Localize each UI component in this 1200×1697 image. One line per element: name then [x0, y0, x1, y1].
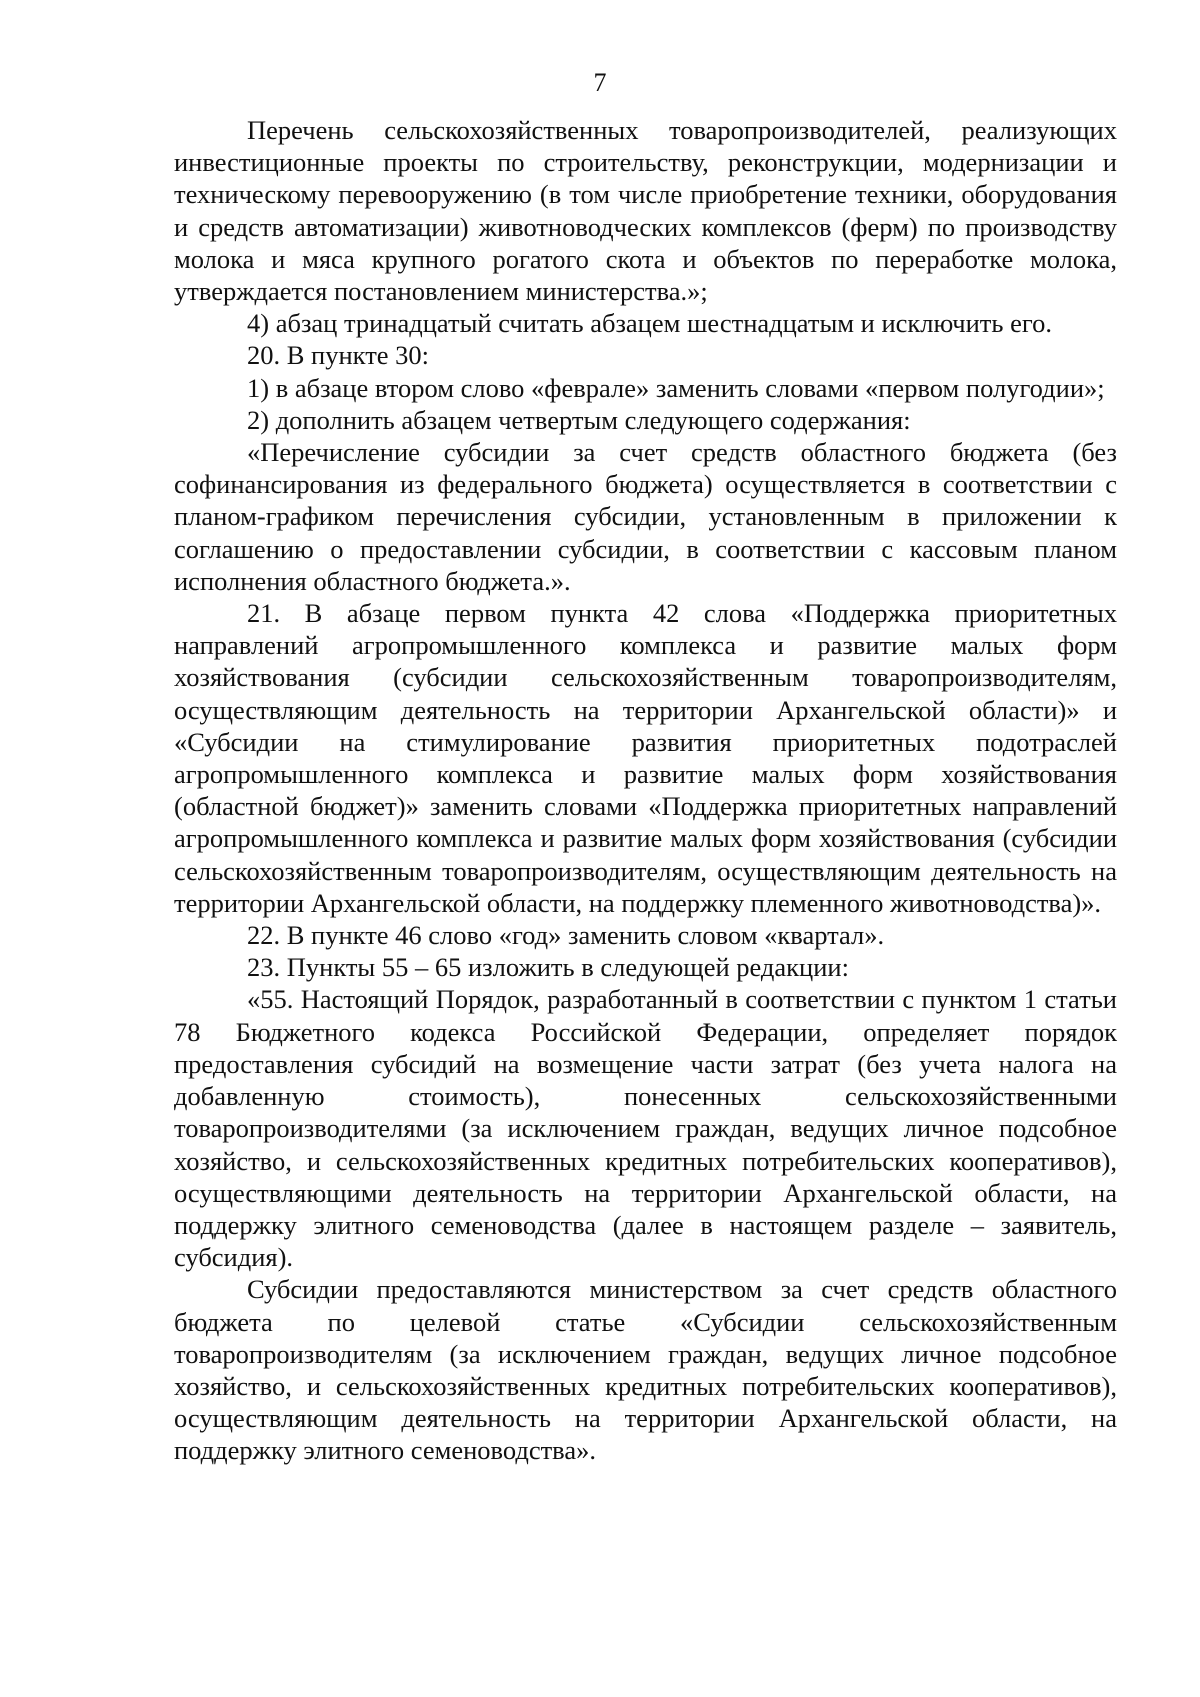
paragraph-clause-20: 20. В пункте 30:	[247, 340, 430, 371]
paragraph-clause-20-item-2: 2) дополнить абзацем четвертым следующего содержания:	[247, 404, 911, 435]
paragraph-item-4: 4) абзац тринадцатый считать абзацем шестнадцатым и исключить его.	[247, 308, 1052, 339]
paragraph-clause-20-item-1: 1) в абзаце втором слово «феврале» заменить словами «первом полугодии»;	[247, 372, 1105, 403]
paragraph-clause-23: 23. Пункты 55 – 65 изложить в следующей редакции:	[247, 952, 849, 983]
paragraph-subsidy-source: Субсидии предоставляются министерством за счет средств областного бюджета по целевой статье «Субсидии сельскохозяйственным товаропроизводителям (за исключением граждан, ведущих личное подсобное хозяйство, и сельскохозяйственных кредитных потребительских кооперативов), осуществляющим деятельность на территории Архангельской области, на поддержку элитного семеноводства».	[174, 1274, 1117, 1466]
paragraph-clause-22: 22. В пункте 46 слово «год» заменить словом «квартал».	[247, 920, 885, 951]
document-body	[174, 114, 1117, 1467]
page-number: 7	[593, 68, 607, 97]
paragraph-clause-21: 21. В абзаце первом пункта 42 слова «Поддержка приоритетных направлений агропромышленного комплекса и развитие малых форм хозяйствования (субсидии сельскохозяйственным товаропроизводителям, осуществляющим деятельность на территории Архангельской области)» и «Субсидии на стимулирование развития приоритетных подотраслей агропромышленного комплекса и развитие малых форм хозяйствования (областной бюджет)» заменить словами «Поддержка приоритетных направлений агропромышленного комплекса и развитие малых форм хозяйствования (субсидии сельскохозяйственным товаропроизводителям, осуществляющим деятельность на территории Архангельской области, на поддержку племенного животноводства)».	[174, 598, 1117, 918]
paragraph-item-55: «55. Настоящий Порядок, разработанный в соответствии с пунктом 1 статьи 78 Бюджетного кодекса Российской Федерации, определяет порядок предоставления субсидий на возмещение части затрат (без учета налога на добавленную стоимость), понесенных сельскохозяйственными товаропроизводителями (за исключением граждан, ведущих личное подсобное хозяйство, и сельскохозяйственных кредитных потребительских кооперативов), осуществляющими деятельность на территории Архангельской области, на поддержку элитного семеноводства (далее в настоящем разделе – заявитель, субсидия).	[174, 984, 1117, 1273]
paragraph-list-approval: Перечень сельскохозяйственных товаропроизводителей, реализующих инвестиционные проекты по строительству, реконструкции, модернизации и техническому перевооружению (в том числе приобретение техники, оборудования и средств автоматизации) животноводческих комплексов (ферм) по производству молока и мяса крупного рогатого скота и объектов по переработке молока, утверждается постановлением министерства.»;	[174, 115, 1117, 307]
paragraph-subsidy-transfer: «Перечисление субсидии за счет средств областного бюджета (без софинансирования из федерального бюджета) осуществляется в соответствии с планом-графиком перечисления субсидии, установленным в приложении к соглашению о предоставлении субсидии, в соответствии с кассовым планом исполнения областного бюджета.».	[174, 437, 1117, 596]
